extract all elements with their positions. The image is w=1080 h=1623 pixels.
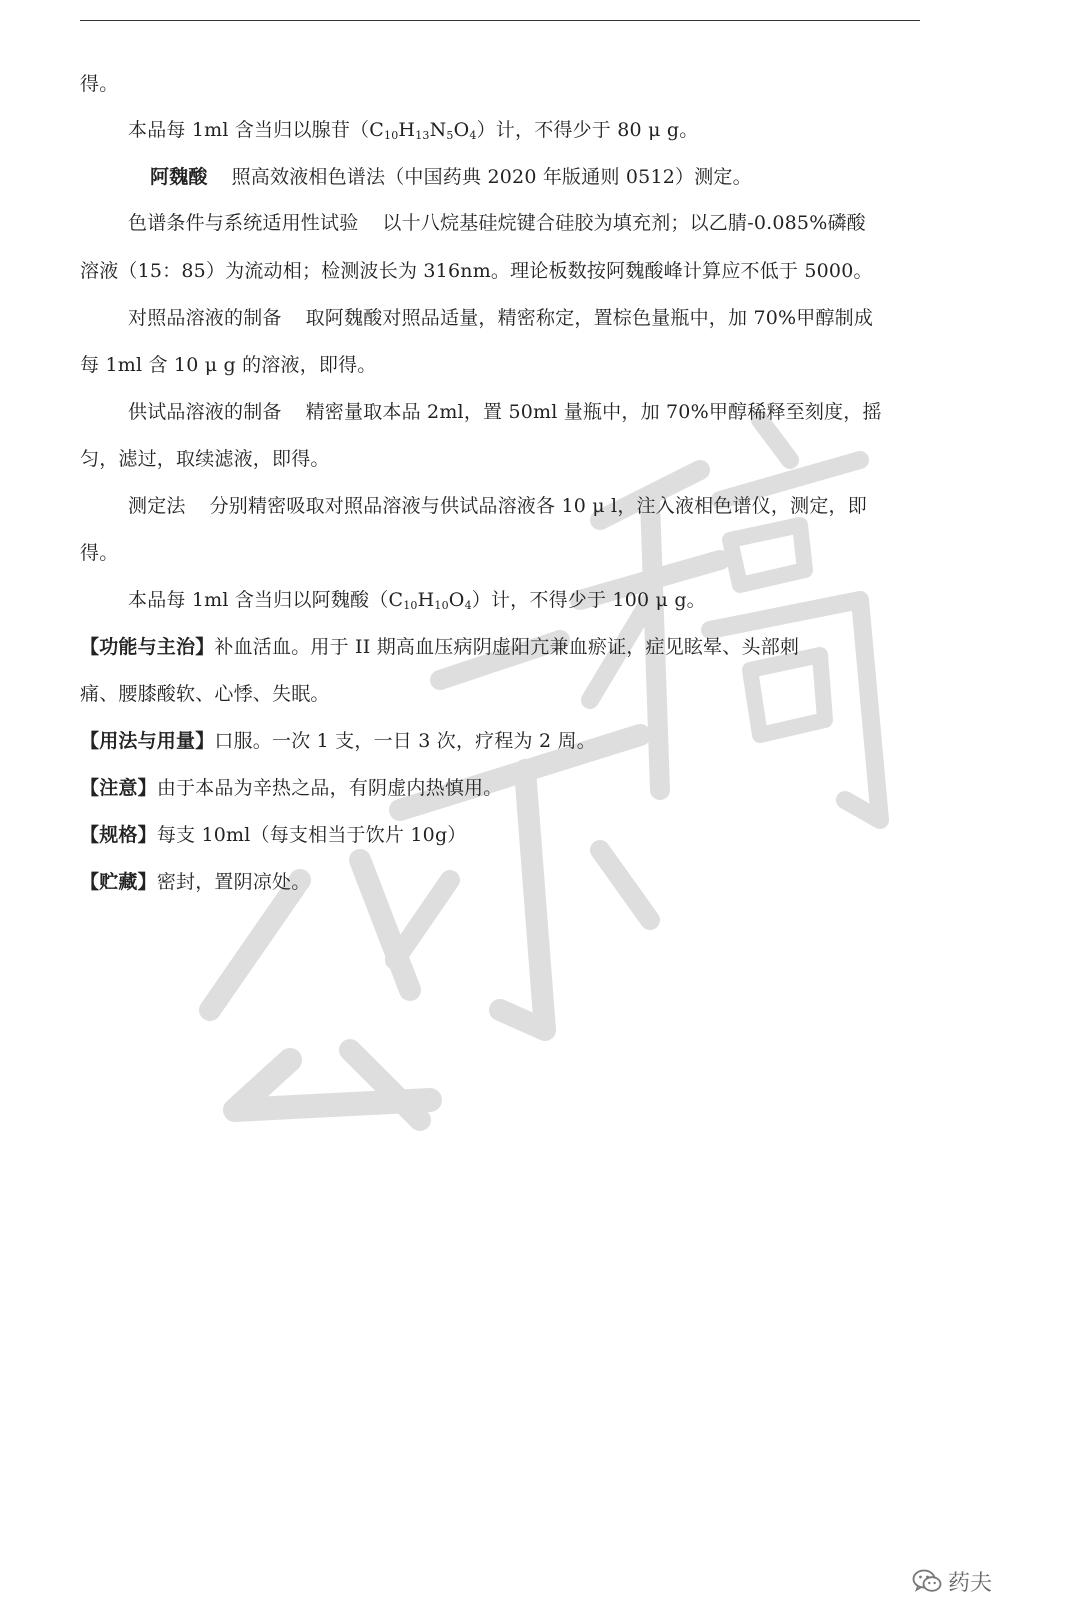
ferulic-acid-heading-line: 阿魏酸 照高效液相色谱法（中国药典 2020 年版通则 0512）测定。 (150, 166, 752, 188)
function-section-cont: 痛、腰膝酸软、心悸、失眠。 (80, 683, 330, 705)
test-solution-line: 供试品溶液的制备 精密量取本品 2ml，置 50ml 量瓶中，加 70%甲醇稀释至刻度，摇 (128, 401, 882, 423)
caution-section: 【注意】由于本品为辛热之品，有阴虚内热慎用。 (80, 777, 503, 799)
body-line-9: 匀，滤过，取续滤液，即得。 (80, 448, 330, 470)
ferulic-acid-heading: 阿魏酸 (150, 166, 208, 188)
footer-brand-text: 药夫 (948, 1570, 993, 1596)
storage-section: 【贮藏】密封，置阴凉处。 (80, 871, 311, 893)
spec-heading: 【规格】 (80, 824, 157, 846)
body-line-11: 得。 (80, 542, 119, 564)
footer-brand-mark (912, 1566, 992, 1596)
assay-method-line: 测定法 分别精密吸取对照品溶液与供试品溶液各 10 μ l，注入液相色谱仪，测定，即 (128, 495, 867, 517)
caution-heading: 【注意】 (80, 777, 157, 799)
function-section: 【功能与主治】补血活血。用于 II 期高血压病阴虚阳亢兼血瘀证，症见眩晕、头部刺 (80, 636, 800, 658)
body-line-1: 得。 (80, 73, 119, 95)
body-line-7: 每 1ml 含 10 μ g 的溶液，即得。 (80, 354, 377, 376)
top-rule (80, 20, 920, 21)
ferulic-acid-limit-line: 本品每 1ml 含当归以阿魏酸$(C_{10}H_{10}O_4)$计，不得少于 100 μ g。 (128, 589, 706, 612)
chromatography-conditions-line: 色谱条件与系统适用性试验 以十八烷基硅烷键合硅胶为填充剂；以乙腈-0.085%磷酸 (128, 212, 866, 234)
function-heading: 【功能与主治】 (80, 636, 215, 658)
spec-section: 【规格】每支 10ml（每支相当于饮片 10g） (80, 824, 467, 846)
adenosine-limit-line: 本品每 1ml 含当归以腺苷$(C_{10}H_{13}N_5O_4)$计，不得少于 80 μ g。 (128, 119, 699, 142)
usage-heading: 【用法与用量】 (80, 730, 215, 752)
usage-section: 【用法与用量】口服。一次 1 支，一日 3 次，疗程为 2 周。 (80, 730, 596, 752)
body-line-5: 溶液（15：85）为流动相；检测波长为 316nm。理论板数按阿魏酸峰计算应不低于 5000。 (80, 260, 873, 282)
storage-heading: 【贮藏】 (80, 871, 157, 893)
wechat-icon (912, 1568, 942, 1594)
reference-solution-line: 对照品溶液的制备 取阿魏酸对照品适量，精密称定，置棕色量瓶中，加 70%甲醇制成 (128, 307, 874, 329)
